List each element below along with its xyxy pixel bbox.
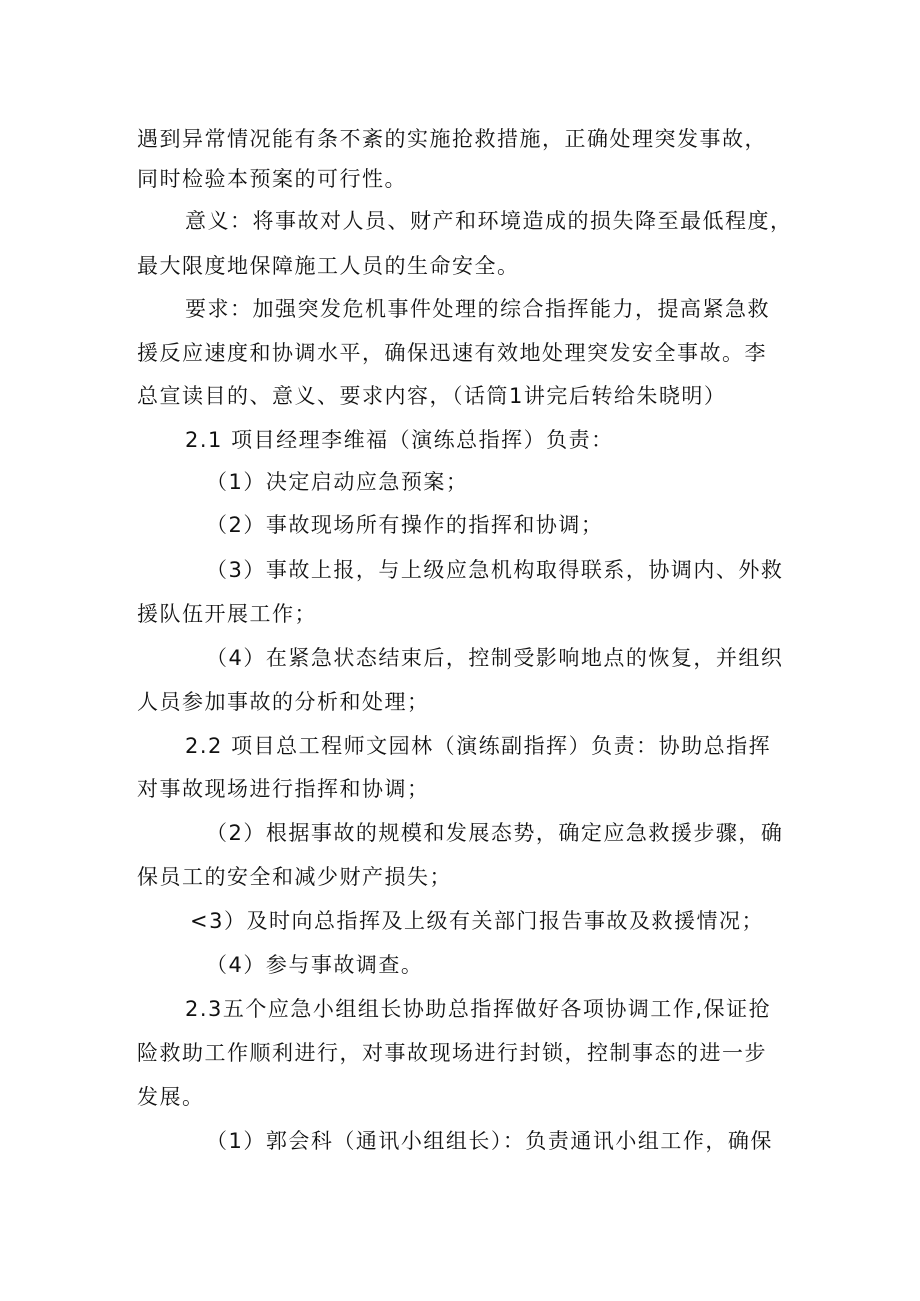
list-item: （3）事故上报，与上级应急机构取得联系，协调内、外救 (206, 558, 784, 582)
text-line: 对事故现场进行指挥和协调； (137, 777, 430, 801)
text-line: 意义：将事故对人员、财产和环境造成的损失降至最低程度， (185, 209, 793, 233)
list-item: <3）及时向总指挥及上级有关部门报告事故及救援情况； (190, 909, 764, 933)
text-line: 总宣读目的、意义、要求内容，（话筒1讲完后转给朱晓明） (137, 384, 727, 408)
list-item: （1）郭会科（通讯小组组长）：负责通讯小组工作，确保 (206, 1129, 773, 1153)
text-line: 援反应速度和协调水平，确保迅速有效地处理突发安全事故。李 (137, 341, 767, 365)
list-item: （4）参与事故调查。 (206, 953, 424, 977)
text-line: 要求：加强突发危机事件处理的综合指挥能力，提高紧急救 (185, 297, 770, 321)
text-line: 保员工的安全和减少财产损失； (137, 865, 452, 889)
list-item: （2）根据事故的规模和发展态势，确定应急救援步骤，确 (206, 821, 784, 845)
section-heading: 2.1 项目经理李维福（演练总指挥）负责： (185, 428, 614, 452)
section-heading: 2.3五个应急小组组长协助总指挥做好各项协调工作,保证抢 (185, 997, 772, 1021)
list-item: （2）事故现场所有操作的指挥和协调； (206, 513, 604, 537)
list-item: （4）在紧急状态结束后，控制受影响地点的恢复，并组织 (206, 646, 784, 670)
text-line: 险救助工作顺利进行，对事故现场进行封锁，控制事态的进一步 (137, 1041, 767, 1065)
text-line: 发展。 (137, 1085, 205, 1109)
list-item: （1）决定启动应急预案； (206, 470, 469, 494)
text-line: 最大限度地保障施工人员的生命安全。 (137, 254, 520, 278)
text-line: 人员参加事故的分析和处理； (137, 690, 430, 714)
text-line: 援队伍开展工作； (137, 602, 317, 626)
text-line: 遇到异常情况能有条不紊的实施抢救措施，正确处理突发事故， (137, 127, 767, 151)
text-line: 同时检验本预案的可行性。 (137, 167, 407, 191)
section-heading: 2.2 项目总工程师文园林（演练副指挥）负责：协助总指挥 (185, 734, 772, 758)
